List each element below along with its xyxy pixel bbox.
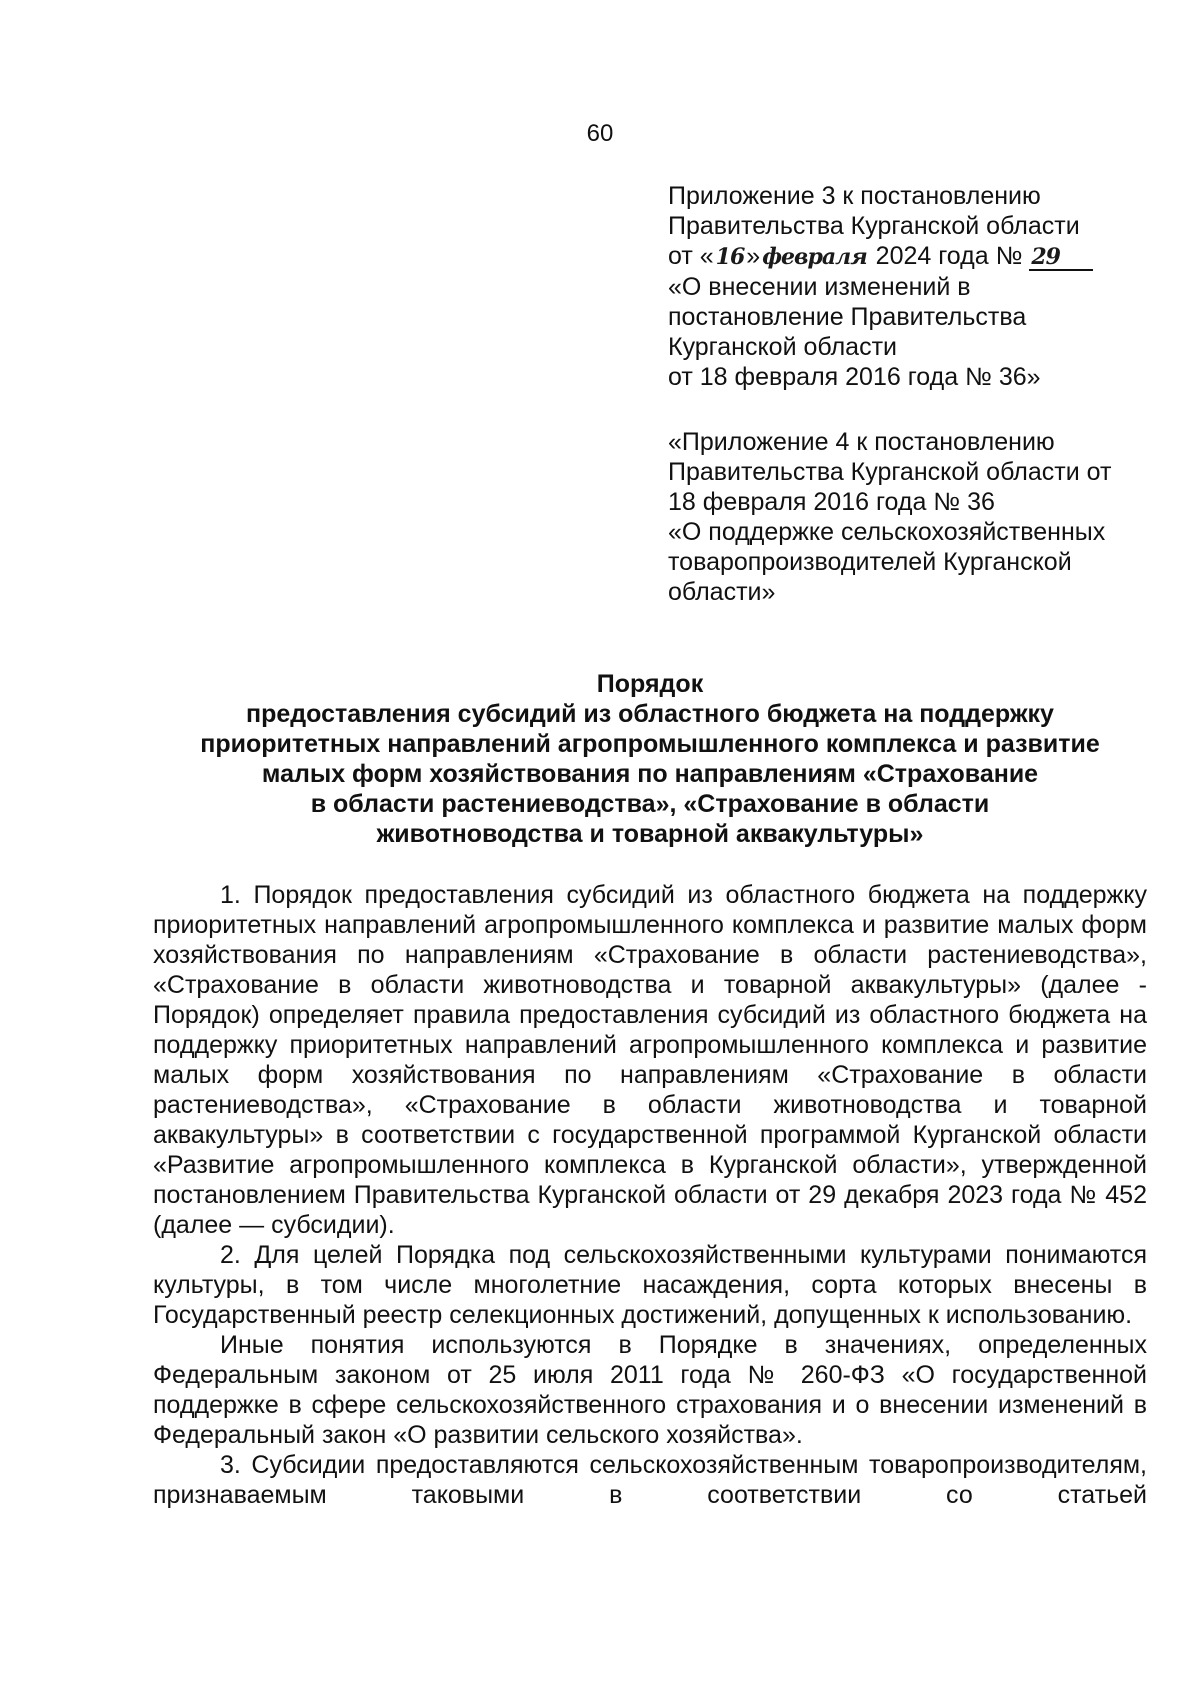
handwritten-month: февраля [762, 244, 867, 270]
title-line-2: предоставления субсидий из областного бюджета на поддержку [246, 700, 1054, 728]
title-line-3: приоритетных направлений агропромышленного комплекса и развитие [200, 730, 1100, 758]
title-line-6: животноводства и товарной аквакультуры» [376, 820, 924, 848]
date-prefix: от « [668, 242, 714, 270]
document-body [153, 880, 1147, 1510]
annex-quote-line-1: «Приложение 4 к постановлению [668, 428, 1055, 456]
annex-quote-line-3: 18 февраля 2016 года № 36 [668, 488, 995, 516]
annex-header-line-2: Правительства Курганской области [668, 212, 1080, 240]
annex-header [668, 181, 1168, 392]
page-number: 60 [586, 120, 614, 147]
handwritten-day: 16 [715, 244, 745, 270]
annex-header-line-6: Курганской области [668, 333, 898, 361]
document-title [150, 669, 1150, 849]
paragraph-4: 3. Субсидии предоставляются сельскохозяйственным товаропроизводителям, признаваемым таковыми в соответствии со статьей [153, 1451, 1147, 1509]
annex-header-line-3 [668, 241, 1168, 272]
date-quote-close: » [746, 242, 761, 270]
annex-header-line-5: постановление Правительства [668, 303, 1027, 331]
title-line-5: в области растениеводства», «Страхование в области [310, 790, 990, 818]
paragraph-2: 2. Для целей Порядка под сельскохозяйственными культурами понимаются культуры, в том числе многолетние насаждения, сорта которых внесены в Государственный реестр селекционных достижений, допущенных к использованию. [153, 1241, 1147, 1329]
annex-quote [668, 427, 1168, 607]
title-line-4: малых форм хозяйствования по направлениям «Страхование [261, 760, 1039, 788]
year-text: 2024 года № [868, 242, 1030, 270]
title-line-1: Порядок [596, 670, 704, 698]
paragraph-1: 1. Порядок предоставления субсидий из областного бюджета на поддержку приоритетных направлений агропромышленного комплекса и развитие малых форм хозяйствования по направлениям «Страхование в области растениеводства», «Страхование в области животноводства и товарной аквакультуры» (далее - Порядок) определяет правила предоставления субсидий из областного бюджета на поддержку приоритетных направлений агропромышленного комплекса и развитие малых форм хозяйствования по направлениям «Страхование в области растениеводства», «Страхование в области животноводства и товарной аквакультуры» в соответствии с государственной программой Курганской области «Развитие агропромышленного комплекса в Курганской области», утвержденной постановлением Правительства Курганской области от 29 декабря 2023 года № 452 (далее — субсидии). [153, 881, 1147, 1239]
annex-quote-line-2: Правительства Курганской области от [668, 458, 1112, 486]
annex-quote-line-4: «О поддержке сельскохозяйственных [668, 518, 1106, 546]
handwritten-number: 29 [1029, 245, 1093, 271]
annex-header-line-1: Приложение 3 к постановлению [668, 182, 1041, 210]
annex-quote-line-5: товаропроизводителей Курганской [668, 548, 1072, 576]
paragraph-3: Иные понятия используются в Порядке в значениях, определенных Федеральным законом от 25 июля 2011 года № 260-ФЗ «О государственной поддержке в сфере сельскохозяйственного страхования и о внесении изменений в Федеральный закон «О развитии сельского хозяйства». [153, 1331, 1147, 1449]
annex-header-line-7: от 18 февраля 2016 года № 36» [668, 363, 1041, 391]
annex-quote-line-6: области» [668, 578, 776, 606]
annex-header-line-4: «О внесении изменений в [668, 273, 971, 301]
